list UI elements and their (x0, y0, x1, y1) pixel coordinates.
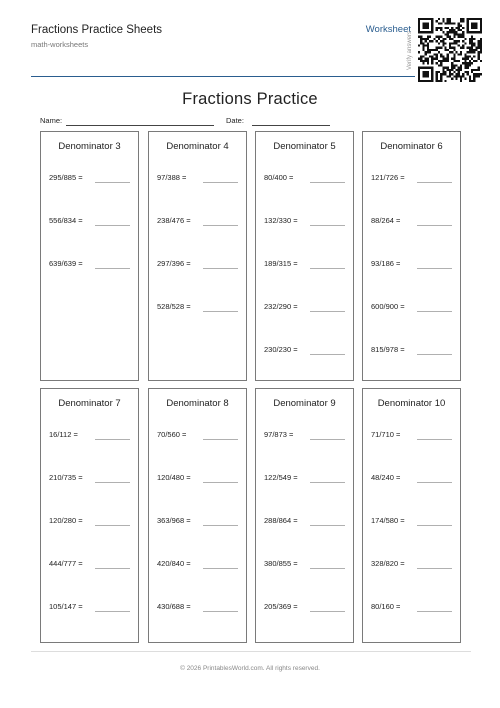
date-field-line[interactable] (252, 125, 330, 126)
answer-line[interactable] (417, 182, 452, 183)
problem-text: 639/639 = (49, 259, 83, 268)
qr-code (418, 18, 482, 82)
problem-text: 205/369 = (264, 602, 298, 611)
answer-line[interactable] (203, 525, 238, 526)
header-divider (31, 76, 415, 77)
answer-line[interactable] (310, 482, 345, 483)
answer-line[interactable] (310, 182, 345, 183)
answer-line[interactable] (310, 611, 345, 612)
problem-text: 430/688 = (157, 602, 191, 611)
problem-card (255, 388, 354, 643)
answer-line[interactable] (417, 568, 452, 569)
answer-line[interactable] (95, 568, 130, 569)
answer-line[interactable] (310, 439, 345, 440)
copyright-footer: © 2026 PrintablesWorld.com. All rights reserved. (180, 665, 320, 672)
answer-line[interactable] (203, 182, 238, 183)
problem-text: 120/480 = (157, 473, 191, 482)
card-title: Denominator 8 (166, 398, 229, 409)
card-title: Denominator 9 (273, 398, 336, 409)
problem-text: 556/834 = (49, 216, 83, 225)
problem-text: 297/396 = (157, 259, 191, 268)
answer-line[interactable] (310, 568, 345, 569)
problem-text: 174/580 = (371, 516, 405, 525)
problem-text: 600/900 = (371, 302, 405, 311)
problem-text: 48/240 = (371, 473, 401, 482)
answer-line[interactable] (95, 182, 130, 183)
problem-card (362, 388, 461, 643)
answer-line[interactable] (417, 611, 452, 612)
answer-line[interactable] (417, 354, 452, 355)
answer-line[interactable] (95, 482, 130, 483)
date-label: Date: (226, 116, 244, 125)
card-title: Denominator 3 (58, 141, 121, 152)
answer-line[interactable] (95, 268, 130, 269)
name-field-line[interactable] (66, 125, 214, 126)
answer-line[interactable] (203, 268, 238, 269)
problem-text: 380/855 = (264, 559, 298, 568)
problem-text: 97/873 = (264, 430, 294, 439)
answer-line[interactable] (417, 525, 452, 526)
problem-text: 528/528 = (157, 302, 191, 311)
answer-line[interactable] (95, 525, 130, 526)
answer-line[interactable] (417, 311, 452, 312)
problem-text: 122/549 = (264, 473, 298, 482)
problem-text: 97/388 = (157, 173, 187, 182)
problem-text: 363/968 = (157, 516, 191, 525)
problem-text: 815/978 = (371, 345, 405, 354)
problem-text: 238/476 = (157, 216, 191, 225)
problem-text: 16/112 = (49, 430, 78, 439)
answer-line[interactable] (95, 611, 130, 612)
problem-text: 93/186 = (371, 259, 401, 268)
answer-line[interactable] (417, 482, 452, 483)
problem-text: 288/864 = (264, 516, 298, 525)
answer-line[interactable] (417, 268, 452, 269)
problem-text: 232/290 = (264, 302, 298, 311)
problem-text: 189/315 = (264, 259, 298, 268)
problem-card (362, 131, 461, 381)
name-label: Name: (40, 116, 63, 125)
problem-text: 328/820 = (371, 559, 405, 568)
problem-text: 210/735 = (49, 473, 83, 482)
problem-text: 71/710 = (371, 430, 401, 439)
answer-line[interactable] (203, 611, 238, 612)
worksheet-title: Fractions Practice (182, 90, 318, 108)
card-title: Denominator 10 (377, 398, 446, 409)
problem-card (255, 131, 354, 381)
problem-text: 80/400 = (264, 173, 294, 182)
answer-line[interactable] (203, 225, 238, 226)
document-type-label: Worksheet (365, 24, 411, 35)
problem-card (40, 388, 139, 643)
problem-text: 80/160 = (371, 602, 401, 611)
card-title: Denominator 4 (166, 141, 229, 152)
problem-text: 121/726 = (371, 173, 405, 182)
page-header (31, 18, 411, 78)
problem-card (40, 131, 139, 381)
card-title: Denominator 5 (273, 141, 336, 152)
problem-text: 70/560 = (157, 430, 187, 439)
answer-line[interactable] (310, 354, 345, 355)
problem-card (148, 388, 247, 643)
problem-text: 295/885 = (49, 173, 83, 182)
answer-line[interactable] (203, 568, 238, 569)
answer-line[interactable] (95, 225, 130, 226)
problem-text: 444/777 = (49, 559, 83, 568)
problem-text: 420/840 = (157, 559, 191, 568)
problem-text: 120/280 = (49, 516, 83, 525)
card-title: Denominator 7 (58, 398, 121, 409)
answer-line[interactable] (310, 268, 345, 269)
problem-text: 105/147 = (49, 602, 83, 611)
answer-line[interactable] (203, 482, 238, 483)
site-title: Fractions Practice Sheets (31, 24, 163, 36)
problem-text: 88/264 = (371, 216, 401, 225)
answer-line[interactable] (310, 525, 345, 526)
problem-text: 132/330 = (264, 216, 298, 225)
site-subtitle: math-worksheets (31, 40, 89, 49)
problem-text: 230/230 = (264, 345, 298, 354)
answer-line[interactable] (417, 439, 452, 440)
answer-line[interactable] (203, 311, 238, 312)
answer-line[interactable] (203, 439, 238, 440)
answer-line[interactable] (310, 311, 345, 312)
problem-card (148, 131, 247, 381)
answer-line[interactable] (417, 225, 452, 226)
card-title: Denominator 6 (380, 141, 443, 152)
answer-line[interactable] (95, 439, 130, 440)
answer-line[interactable] (310, 225, 345, 226)
footer-divider (31, 651, 471, 652)
